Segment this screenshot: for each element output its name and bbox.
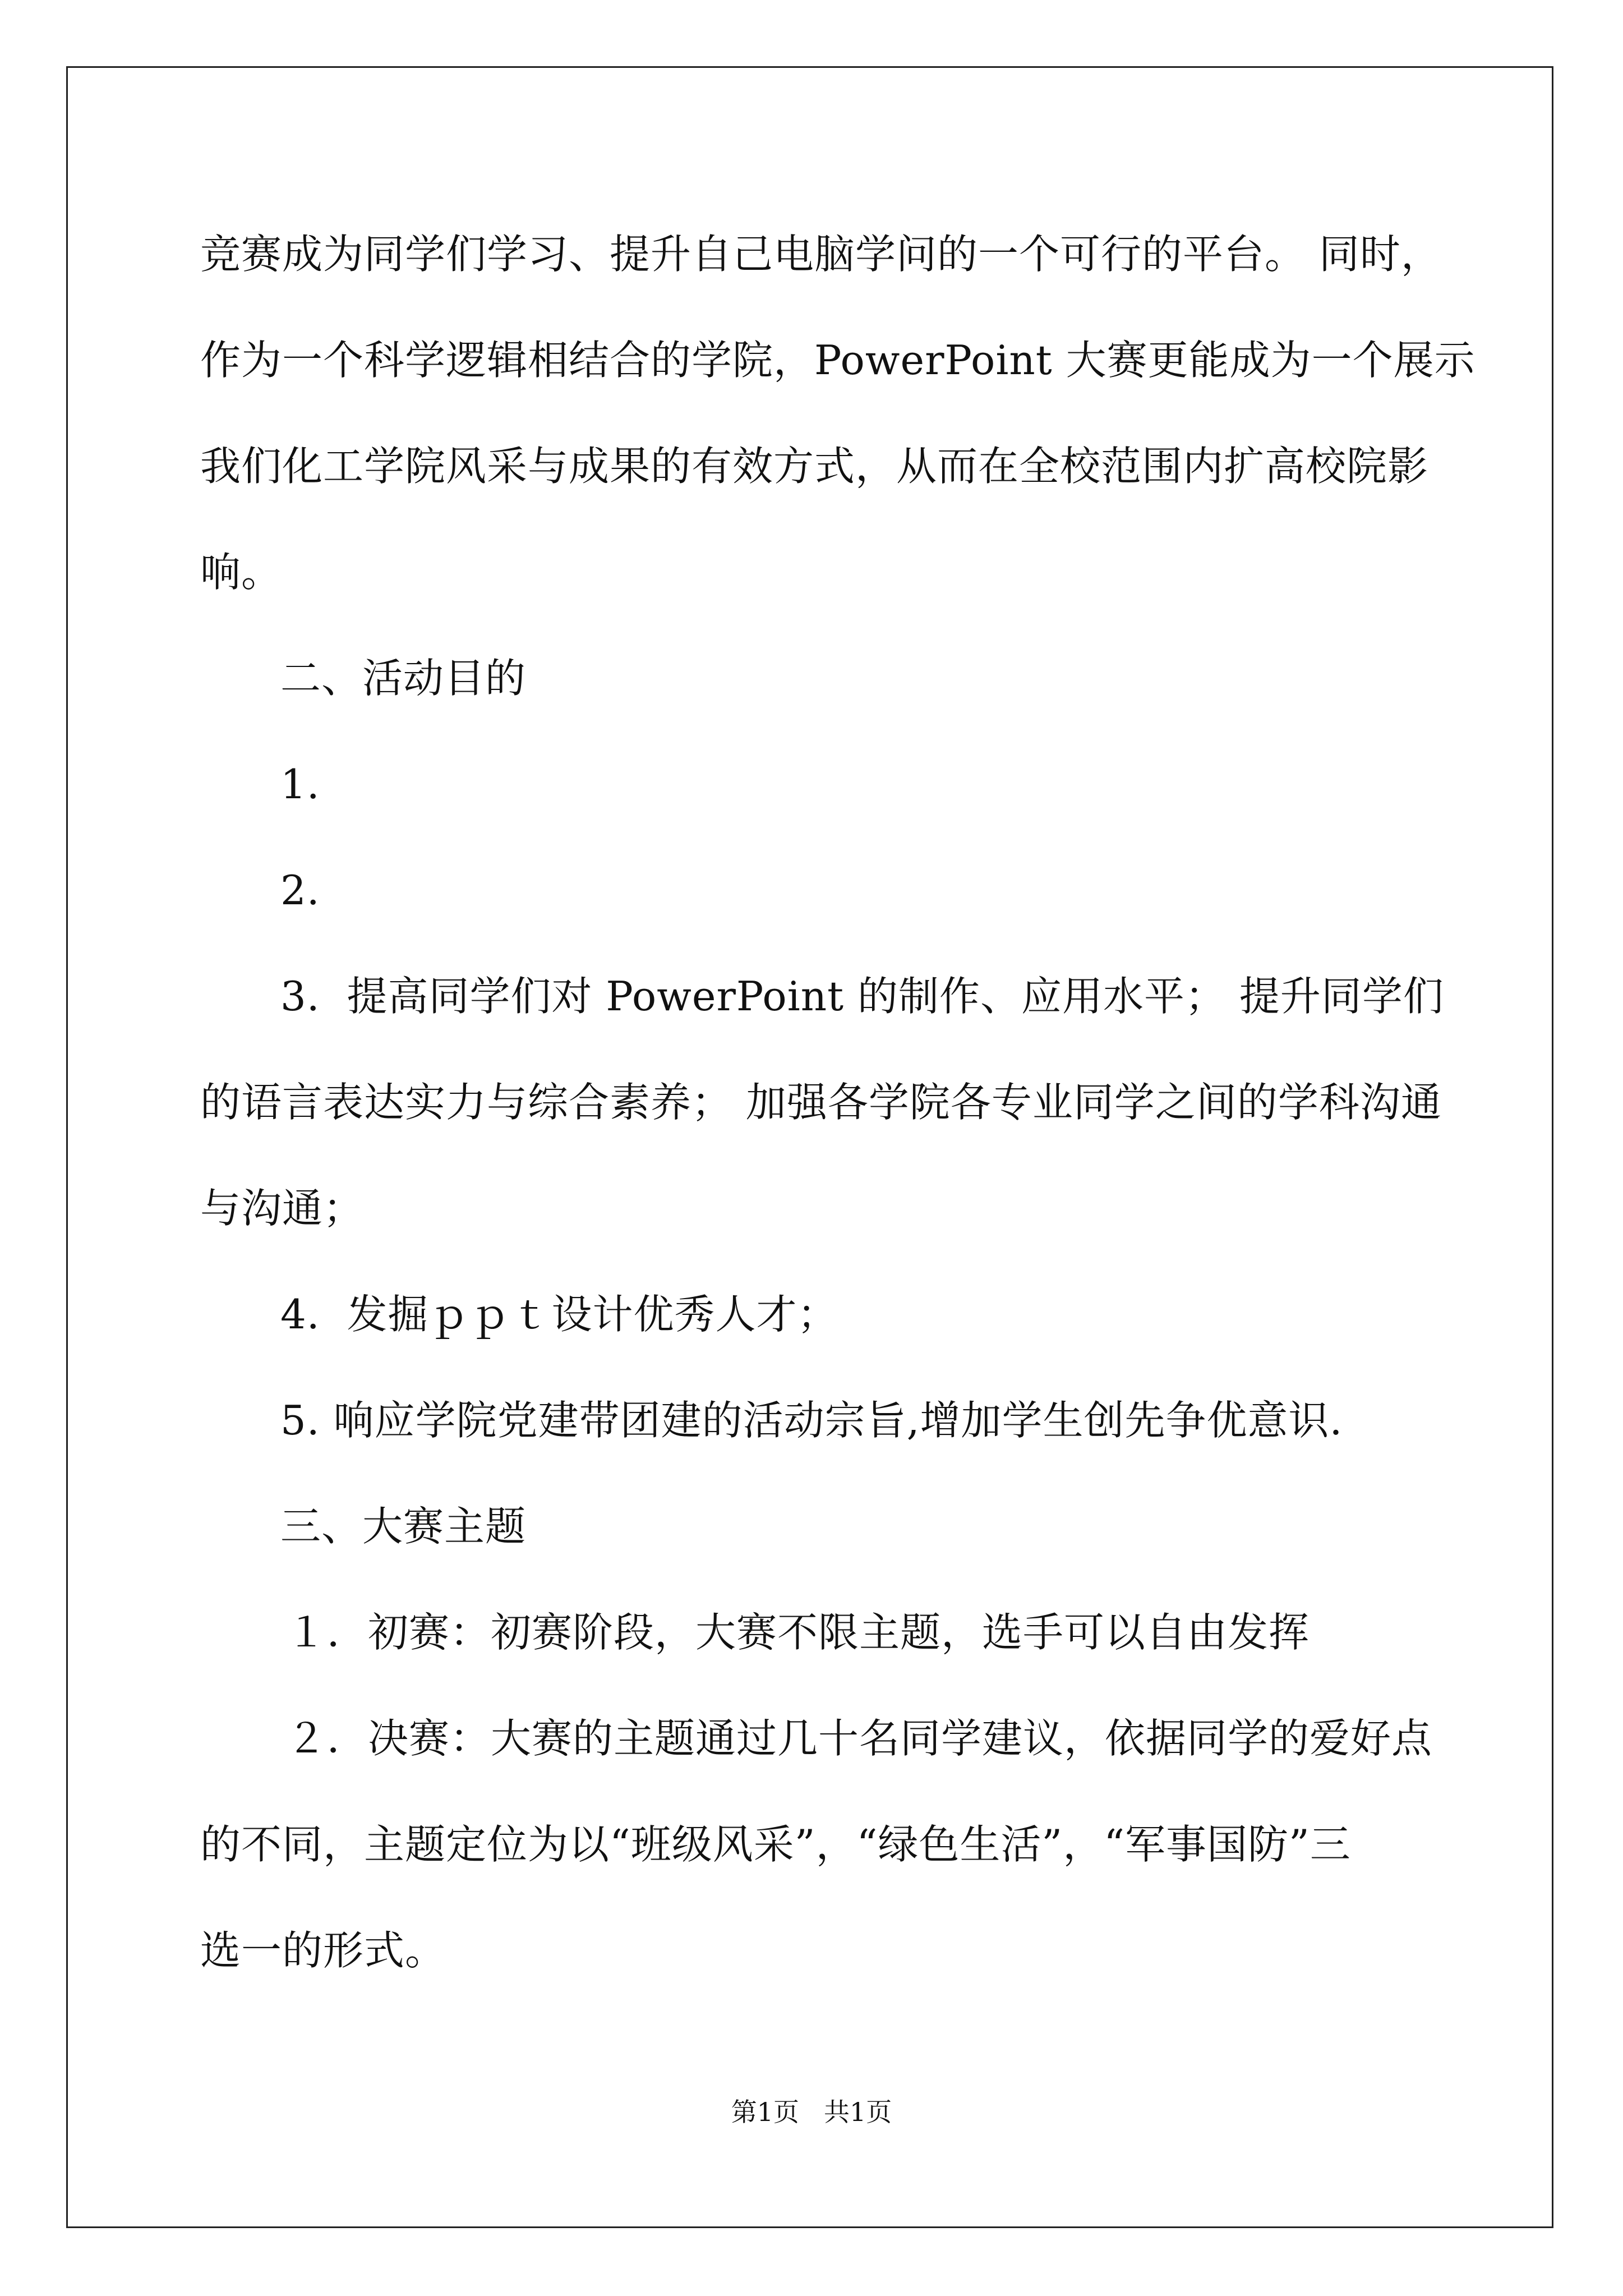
list-item: １．初赛：初赛阶段，大赛不限主题，选手可以自由发挥 (286, 1609, 1310, 1656)
paragraph-line: 选一的形式。 (200, 1927, 446, 1974)
list-item: 3. 提高同学们对 PowerPoint 的制作、应用水平； 提升同学们 (280, 973, 1444, 1020)
section-heading: 二、活动目的 (280, 655, 527, 702)
paragraph-line: 的不同，主题定位为以“班级风采”，“绿色生活”，“军事国防”三 (200, 1821, 1351, 1868)
page-border (66, 66, 1553, 2228)
paragraph-line: 响。 (200, 549, 283, 596)
list-item: 1. (280, 761, 320, 808)
page-total: 共1页 (824, 2097, 892, 2127)
page-number: 第1页 (731, 2097, 799, 2127)
list-item: 2. (280, 867, 320, 914)
list-item: 5. 响应学院党建带团建的活动宗旨,增加学生创先争优意识. (280, 1397, 1343, 1444)
paragraph-line: 与沟通； (200, 1185, 365, 1232)
list-item: 4. 发掘ｐｐｔ设计优秀人才； (280, 1291, 838, 1338)
paragraph-line: 竞赛成为同学们学习、提升自己电脑学问的一个可行的平台。 同时， (200, 231, 1442, 278)
page-footer (0, 2095, 1623, 2129)
paragraph-line: 我们化工学院风采与成果的有效方式，从而在全校范围内扩高校院影 (200, 443, 1429, 490)
paragraph-line: 的语言表达实力与综合素养； 加强各学院各专业同学之间的学科沟通 (200, 1079, 1442, 1126)
paragraph-line: 作为一个科学逻辑相结合的学院，PowerPoint 大赛更能成为一个展示 (200, 337, 1476, 384)
list-item: ２．决赛：大赛的主题通过几十名同学建议，依据同学的爱好点 (286, 1715, 1433, 1762)
section-heading: 三、大赛主题 (280, 1503, 527, 1550)
